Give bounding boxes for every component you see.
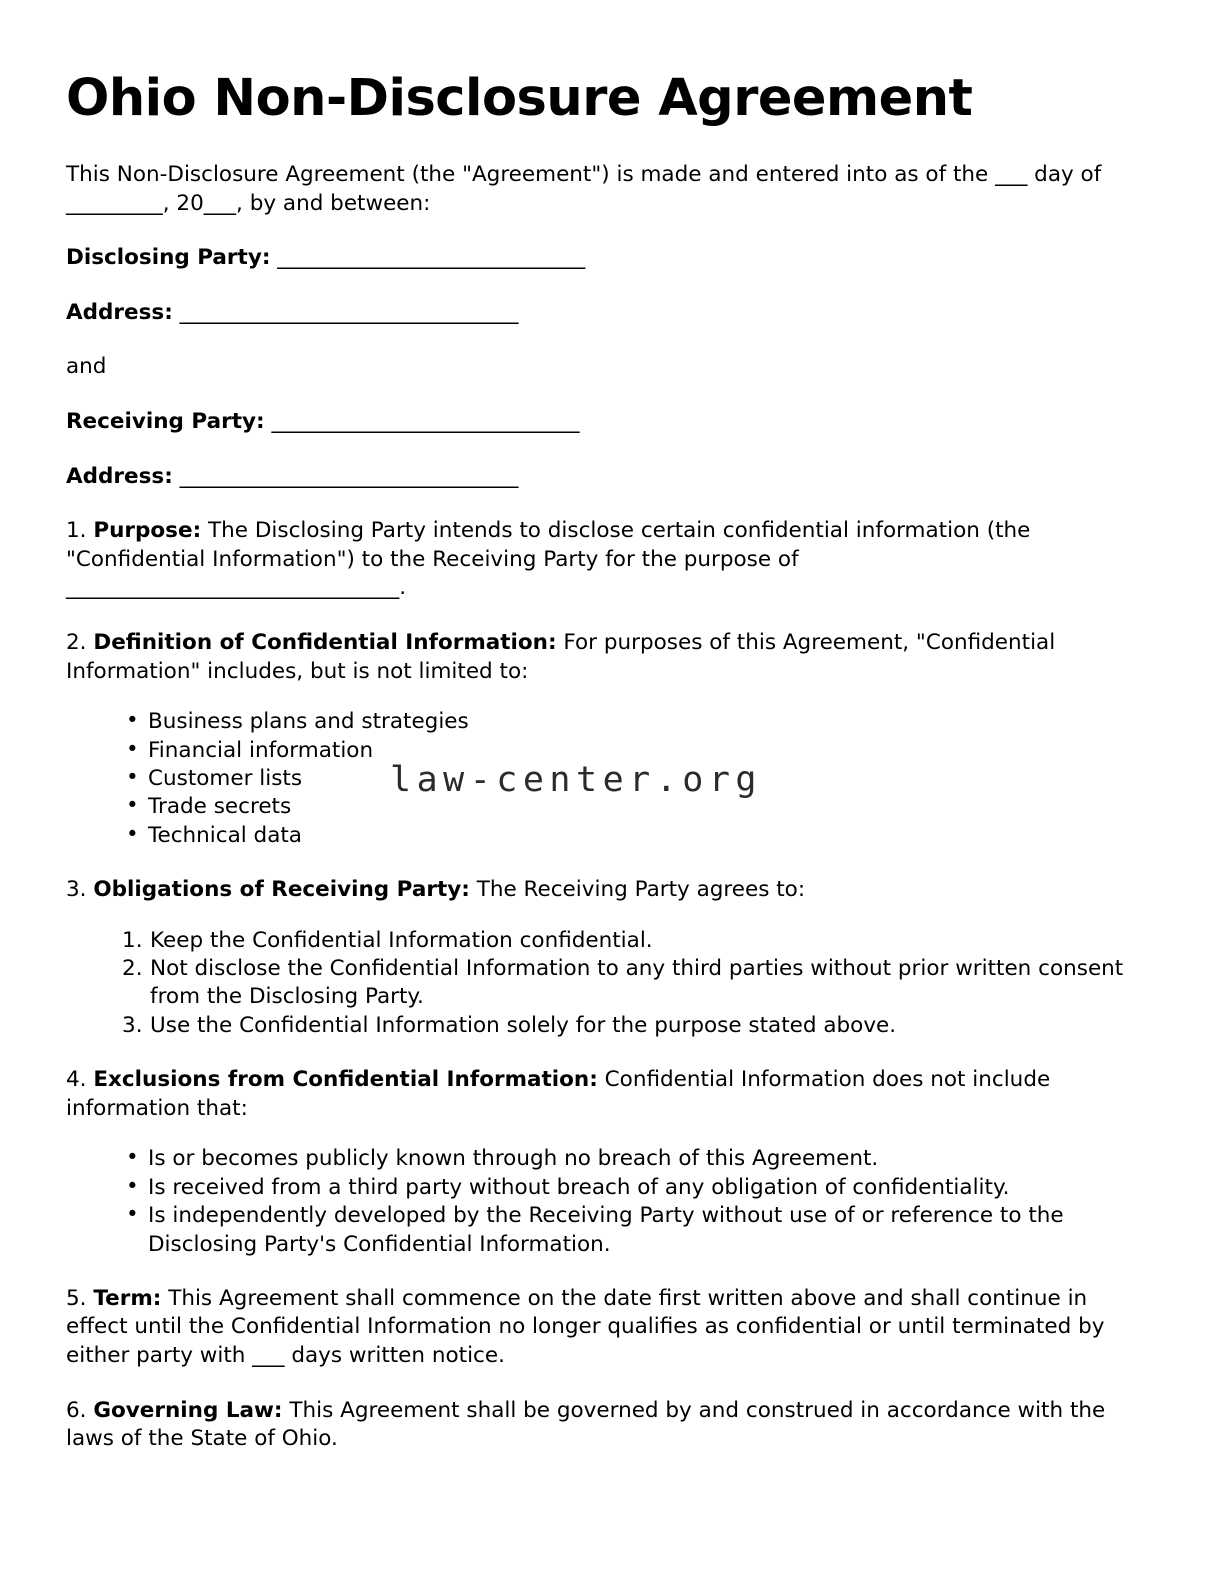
list-item [126,822,1165,850]
list-item [122,1012,1165,1040]
list-item-label: Not disclose the Confidential Information to any third parties without prior written consent from the Disclosing Party. [150,956,1124,1010]
section-exclusions-heading: Exclusions from Confidential Information: [93,1067,598,1093]
section-purpose-heading: Purpose: [93,518,202,544]
list-item-label: Business plans and strategies [148,709,469,735]
section-definition [66,629,1136,686]
obligations-items-list [66,927,1165,1041]
section-governing-law-body: This Agreement shall be governed by and construed in accordance with the laws of the State of Ohio. [66,1397,1106,1452]
list-item-label: Use the Confidential Information solely for the purpose stated above. [150,1012,897,1038]
section-obligations-body: The Receiving Party agrees to: [476,877,806,903]
section-definition-number: 2. [66,630,87,656]
section-governing-law-heading: Governing Law: [93,1397,283,1423]
section-governing-law-number: 6. [66,1397,87,1423]
section-term [66,1285,1136,1371]
party-conjunction: and [66,354,107,380]
list-item [126,1145,1165,1173]
section-definition-heading: Definition of Confidential Information: [93,630,557,656]
list-item-label: Is independently developed by the Receiving Party without use of or reference to the Disclosing Party's Confidential Information. [148,1203,1064,1257]
disclosing-address-label: Address: [66,299,173,325]
receiving-party-field[interactable] [66,408,1165,437]
section-obligations-number: 3. [66,877,87,903]
section-obligations [66,876,1136,905]
disclosing-address-field[interactable] [66,299,1165,328]
section-purpose-number: 1. [66,518,87,544]
list-item [122,927,1165,955]
list-item [126,708,1165,736]
section-exclusions-body: Confidential Information does not include information that: [66,1067,1051,1121]
disclosing-party-blank[interactable]: ______________________________ [277,245,585,271]
receiving-address-label: Address: [66,463,173,489]
section-purpose-body: The Disclosing Party intends to disclose certain confidential information (the "Confidential Information") to the Receiving Party for the purpose of _______________________________. [66,518,1031,601]
page-title: Ohio Non-Disclosure Agreement [66,69,973,128]
section-definition-body: For purposes of this Agreement, "Confidential Information" includes, but is not limited to: [66,630,1056,684]
section-purpose [66,517,1136,603]
section-obligations-heading: Obligations of Receiving Party: [93,877,470,903]
section-governing-law [66,1397,1136,1454]
disclosing-party-label: Disclosing Party: [66,245,271,271]
list-item-label: Is received from a third party without breach of any obligation of confidentiality. [148,1174,1010,1200]
list-item-label: Is or becomes publicly known through no breach of this Agreement. [148,1146,879,1172]
exclusions-items-list [66,1145,1165,1259]
intro-paragraph: This Non-Disclosure Agreement (the "Agreement") is made and entered into as of the ___ day of _________, 20___, by and between: [66,162,1102,216]
list-item [126,737,1165,765]
list-item-label: Technical data [148,822,302,848]
list-item [126,793,1165,821]
list-item [126,1202,1165,1259]
section-exclusions [66,1066,1136,1123]
list-item-label: Financial information [148,737,374,763]
receiving-address-blank[interactable]: _________________________________ [179,463,518,489]
list-item [126,1174,1165,1202]
list-item [122,955,1165,1012]
receiving-party-blank[interactable]: ______________________________ [271,409,579,435]
list-item-label: Keep the Confidential Information confidential. [150,927,653,953]
list-item [126,765,1165,793]
disclosing-address-blank[interactable]: _________________________________ [179,299,518,325]
section-term-heading: Term: [93,1285,162,1311]
list-item-label: Customer lists [148,765,303,791]
section-term-number: 5. [66,1285,87,1311]
section-term-body: This Agreement shall commence on the date first written above and shall continue in effect until the Confidential Information no longer qualifies as confidential or until terminated by either party with ___ days written notice. [66,1285,1105,1369]
receiving-address-field[interactable] [66,463,1165,492]
disclosing-party-field[interactable] [66,244,1165,273]
section-exclusions-number: 4. [66,1067,87,1093]
watermark: law-center.org [390,760,763,800]
receiving-party-label: Receiving Party: [66,409,265,435]
list-item-label: Trade secrets [148,794,292,820]
definition-items-list [66,708,1165,850]
